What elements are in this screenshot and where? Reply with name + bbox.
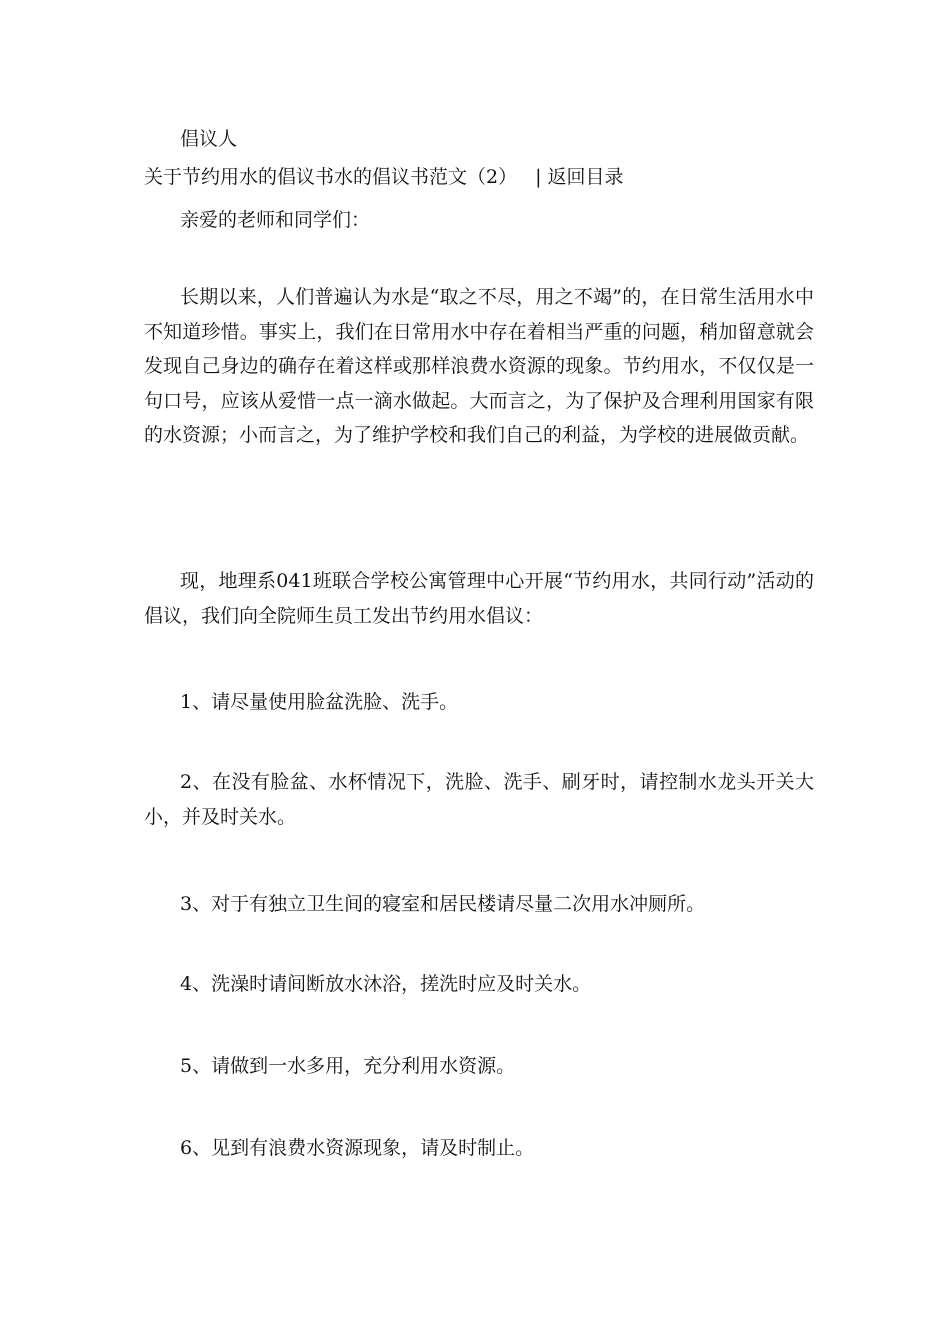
- section-heading: [144, 160, 624, 194]
- greeting: 亲爱的老师和同学们：: [180, 209, 371, 231]
- list-item: 3、对于有独立卫生间的寝室和居民楼请尽量二次用水冲厕所。: [180, 893, 706, 915]
- list-item: 4、洗澡时请间断放水沐浴，搓洗时应及时关水。: [180, 973, 592, 995]
- list-item: 1、请尽量使用脸盆洗脸、洗手。: [180, 691, 459, 713]
- heading-separator: |: [535, 166, 542, 188]
- paragraph-intro: 长期以来，人们普遍认为水是“取之不尽，用之不竭”的，在日常生活用水中不知道珍惜。事实上，我们在日常用水中存在着相当严重的问题，稍加留意就会发现自己身边的确存在着这样或那样浪费水资源的现象。节约用水，不仅仅是一句口号，应该从爱惜一点一滴水做起。大而言之，为了保护及合理利用国家有限的水资源；小而言之，为了维护学校和我们自己的利益，为学校的进展做贡献。: [144, 286, 814, 447]
- paragraph-initiative: 现，地理系041班联合学校公寓管理中心开展“节约用水，共同行动”活动的倡议，我们向全院师生员工发出节约用水倡议：: [144, 570, 814, 627]
- section-title: 关于节约用水的倡议书水的倡议书范文（2）: [144, 166, 518, 188]
- back-to-toc-link[interactable]: 返回目录: [547, 166, 624, 188]
- list-item: 2、在没有脸盆、水杯情况下，洗脸、洗手、刷牙时，请控制水龙头开关大小，并及时关水。: [144, 771, 814, 828]
- list-item: 5、请做到一水多用，充分利用水资源。: [180, 1055, 516, 1077]
- signer-label: 倡议人: [180, 128, 238, 150]
- list-item: 6、见到有浪费水资源现象，请及时制止。: [180, 1137, 535, 1159]
